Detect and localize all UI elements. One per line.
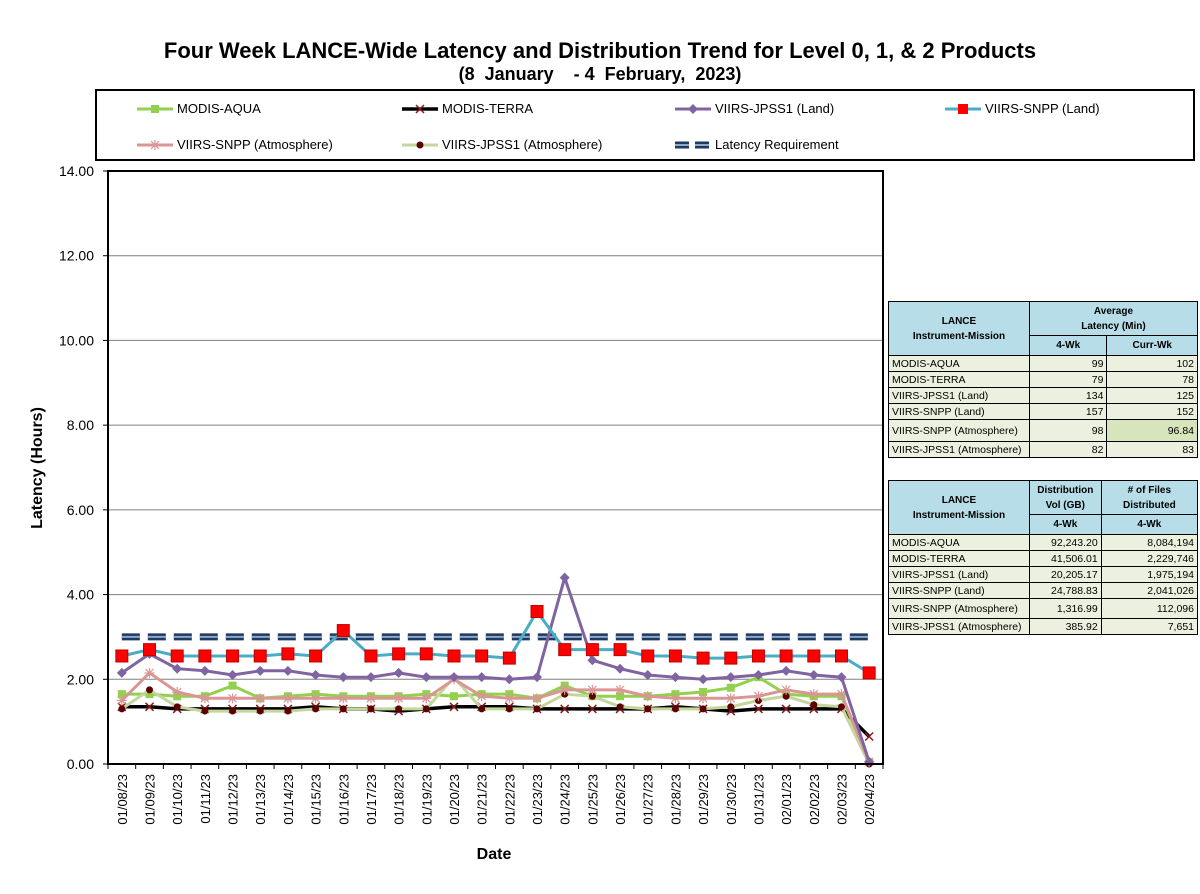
latency-4wk-value: 99 [1029, 356, 1107, 372]
y-tick-label: 12.00 [58, 247, 94, 264]
data-point [448, 650, 460, 662]
x-tick-label: 01/11/23 [197, 774, 213, 824]
latency-currwk-value: 78 [1107, 372, 1198, 388]
data-point [669, 650, 681, 662]
y-tick-label: 0.00 [66, 756, 94, 772]
data-point [477, 691, 487, 701]
x-tick-label: 01/19/23 [419, 774, 435, 825]
data-point [338, 693, 348, 703]
table-row [889, 388, 1198, 404]
data-point [865, 732, 873, 740]
table-row [889, 420, 1198, 442]
files-distributed-value: 2,041,026 [1101, 583, 1197, 599]
data-point [421, 693, 431, 703]
data-point [228, 693, 238, 703]
instrument-name: VIIRS-SNPP (Atmosphere) [889, 599, 1030, 619]
data-point [282, 648, 294, 660]
data-point [117, 695, 127, 705]
dist-table-header-files [1101, 481, 1197, 515]
data-point [283, 693, 293, 703]
data-point [725, 652, 737, 664]
data-point [809, 689, 819, 699]
distribution-table [888, 480, 1198, 635]
files-distributed-value: 8,084,194 [1101, 535, 1197, 551]
distribution-volume-value: 24,788.83 [1029, 583, 1101, 599]
data-point [614, 644, 626, 656]
data-point [200, 693, 210, 703]
dist-header-line1: LANCE [941, 494, 977, 506]
series-line [122, 677, 869, 764]
instrument-name: VIIRS-SNPP (Atmosphere) [889, 420, 1030, 442]
data-point [365, 650, 377, 662]
data-point [670, 693, 680, 703]
x-tick-label: 01/28/23 [668, 774, 684, 825]
latency-currwk-value: 102 [1107, 356, 1198, 372]
table-row [889, 535, 1198, 551]
x-tick-label: 01/16/23 [336, 774, 352, 825]
dist-subheader-vol-4wk: 4-Wk [1029, 515, 1101, 535]
instrument-name: VIIRS-JPSS1 (Atmosphere) [889, 442, 1030, 458]
x-tick-label: 01/09/23 [142, 774, 158, 825]
latency-4wk-value: 82 [1029, 442, 1107, 458]
data-point [700, 705, 707, 712]
latency-currwk-value: 152 [1107, 404, 1198, 420]
data-point [531, 606, 543, 618]
data-point [504, 693, 514, 703]
data-point [144, 644, 156, 656]
data-point [752, 650, 764, 662]
series-line [122, 677, 869, 762]
x-axis-title: Date [476, 846, 512, 863]
x-tick-label: 01/17/23 [363, 774, 379, 825]
data-point [421, 672, 431, 682]
latency-group-line1: Average [1093, 305, 1134, 317]
data-point [698, 674, 708, 684]
latency-currwk-value: 125 [1107, 388, 1198, 404]
distribution-volume-value: 1,316.99 [1029, 599, 1101, 619]
data-point [367, 705, 374, 712]
y-tick-label: 6.00 [66, 501, 94, 518]
distribution-volume-value: 92,243.20 [1029, 535, 1101, 551]
data-point [171, 650, 183, 662]
data-point [228, 670, 238, 680]
data-point [672, 705, 679, 712]
y-tick-label: 2.00 [66, 671, 94, 688]
data-point [116, 650, 128, 662]
data-point [201, 708, 208, 715]
data-point [643, 670, 653, 680]
data-point [587, 655, 597, 665]
data-point [809, 670, 819, 680]
files-distributed-value: 2,229,746 [1101, 551, 1197, 567]
data-point [863, 667, 875, 679]
dist-table-header-volume [1029, 481, 1101, 515]
data-point [311, 693, 321, 703]
instrument-name: MODIS-AQUA [889, 535, 1030, 551]
table-row [889, 356, 1198, 372]
data-point [698, 693, 708, 703]
distribution-volume-value: 385.92 [1029, 619, 1101, 635]
data-point [477, 672, 487, 682]
data-point [836, 672, 846, 682]
data-point [366, 672, 376, 682]
legend-label: MODIS-TERRA [442, 101, 533, 116]
instrument-name: VIIRS-JPSS1 (Atmosphere) [889, 619, 1030, 635]
y-tick-label: 4.00 [66, 586, 94, 603]
data-point [255, 693, 265, 703]
data-point [255, 666, 265, 676]
table-row [889, 583, 1198, 599]
x-tick-label: 01/31/23 [751, 774, 767, 825]
latency-table-header-instrument [889, 302, 1030, 356]
data-point [394, 668, 404, 678]
distribution-volume-value: 20,205.17 [1029, 567, 1101, 583]
dist-vol-line2: Vol (GB) [1045, 499, 1085, 511]
instrument-name: MODIS-TERRA [889, 372, 1030, 388]
dist-table-header-instrument [889, 481, 1030, 535]
latency-4wk-value: 157 [1029, 404, 1107, 420]
data-point [532, 672, 542, 682]
data-point [257, 708, 264, 715]
legend-label: MODIS-AQUA [177, 101, 261, 116]
data-point [587, 685, 597, 695]
data-point [284, 708, 291, 715]
series-line [122, 578, 869, 762]
latency-subheader-currwk: Curr-Wk [1107, 336, 1198, 356]
data-point [283, 666, 293, 676]
data-point [340, 705, 347, 712]
x-tick-label: 01/18/23 [391, 774, 407, 825]
x-tick-label: 01/10/23 [170, 774, 186, 825]
dist-files-line1: # of Files [1127, 484, 1172, 496]
x-tick-label: 01/12/23 [225, 774, 241, 825]
data-point [808, 650, 820, 662]
data-point [560, 573, 570, 583]
data-point [146, 686, 153, 693]
latency-4wk-value: 79 [1029, 372, 1107, 388]
x-tick-label: 01/30/23 [723, 774, 739, 825]
latency-subheader-4wk: 4-Wk [1029, 336, 1107, 356]
distribution-volume-value: 41,506.01 [1029, 551, 1101, 567]
data-point [506, 705, 513, 712]
x-tick-label: 01/27/23 [640, 774, 656, 825]
data-point [697, 652, 709, 664]
data-point [727, 684, 735, 692]
data-point [338, 672, 348, 682]
latency-4wk-value: 98 [1029, 420, 1107, 442]
legend-label: VIIRS-SNPP (Land) [985, 101, 1100, 116]
data-point [642, 650, 654, 662]
x-tick-label: 01/21/23 [474, 774, 490, 825]
latency-header-line1: LANCE [941, 315, 977, 327]
data-point [366, 693, 376, 703]
x-tick-label: 01/22/23 [502, 774, 518, 825]
data-point [726, 672, 736, 682]
data-point [450, 692, 458, 700]
data-point [727, 703, 734, 710]
latency-header-line2: Instrument-Mission [912, 330, 1006, 342]
data-point [423, 705, 430, 712]
data-point [780, 650, 792, 662]
instrument-name: MODIS-TERRA [889, 551, 1030, 567]
x-tick-label: 01/29/23 [696, 774, 712, 825]
instrument-name: VIIRS-JPSS1 (Land) [889, 567, 1030, 583]
x-tick-label: 02/01/23 [779, 774, 795, 825]
series-line [122, 612, 869, 673]
y-tick-label: 8.00 [66, 417, 94, 434]
data-point [337, 625, 349, 637]
files-distributed-value: 112,096 [1101, 599, 1197, 619]
data-point [615, 664, 625, 674]
data-point [420, 648, 432, 660]
data-point [615, 685, 625, 695]
data-point [174, 703, 181, 710]
data-point [810, 701, 817, 708]
table-row [889, 551, 1198, 567]
data-point [532, 693, 542, 703]
latency-table [888, 301, 1198, 458]
files-distributed-value: 1,975,194 [1101, 567, 1197, 583]
x-tick-label: 01/13/23 [253, 774, 269, 825]
x-tick-label: 02/02/23 [806, 774, 822, 825]
data-point [726, 693, 736, 703]
dist-subheader-files-4wk: 4-Wk [1101, 515, 1197, 535]
table-row [889, 599, 1198, 619]
data-point [617, 703, 624, 710]
data-point [229, 708, 236, 715]
x-tick-label: 01/24/23 [557, 774, 573, 825]
data-point [199, 650, 211, 662]
data-point [227, 650, 239, 662]
latency-table-container [888, 301, 1194, 466]
data-point [254, 650, 266, 662]
legend-label: Latency Requirement [715, 137, 839, 152]
x-tick-label: 02/03/23 [834, 774, 850, 825]
files-distributed-value: 7,651 [1101, 619, 1197, 635]
data-point [670, 672, 680, 682]
instrument-name: VIIRS-SNPP (Land) [889, 404, 1030, 420]
data-point [118, 705, 125, 712]
chart-title: Four Week LANCE-Wide Latency and Distribution Trend for Level 0, 1, & 2 Products [163, 38, 1037, 63]
latency-currwk-value: 96.84 [1107, 420, 1198, 442]
x-tick-label: 01/08/23 [114, 774, 130, 825]
x-tick-label: 01/23/23 [530, 774, 546, 825]
table-row [889, 372, 1198, 388]
data-point [145, 668, 155, 678]
dist-header-line2: Instrument-Mission [912, 509, 1006, 521]
data-point [781, 666, 791, 676]
data-point [478, 705, 485, 712]
data-point [560, 685, 570, 695]
x-tick-label: 01/15/23 [308, 774, 324, 825]
data-point [312, 705, 319, 712]
x-tick-label: 01/26/23 [613, 774, 629, 825]
latency-4wk-value: 134 [1029, 388, 1107, 404]
data-point [504, 674, 514, 684]
y-axis-title: Latency (Hours) [29, 407, 46, 529]
table-row [889, 404, 1198, 420]
data-point [781, 685, 791, 695]
instrument-name: VIIRS-SNPP (Land) [889, 583, 1030, 599]
data-point [503, 652, 515, 664]
data-point [643, 691, 653, 701]
data-point [644, 705, 651, 712]
legend-label: VIIRS-JPSS1 (Land) [715, 101, 835, 116]
instrument-name: VIIRS-JPSS1 (Land) [889, 388, 1030, 404]
dist-files-line2: Distributed [1122, 499, 1176, 511]
latency-currwk-value: 83 [1107, 442, 1198, 458]
table-row [889, 442, 1198, 458]
x-tick-label: 01/25/23 [585, 774, 601, 825]
data-point [838, 703, 845, 710]
legend-label: VIIRS-JPSS1 (Atmosphere) [442, 137, 603, 152]
data-point [476, 650, 488, 662]
data-point [586, 644, 598, 656]
data-point [753, 691, 763, 701]
y-tick-label: 10.00 [58, 332, 94, 349]
data-point [534, 705, 541, 712]
latency-group-line2: Latency (Min) [1081, 320, 1146, 332]
x-tick-label: 02/04/23 [862, 774, 878, 825]
legend-label: VIIRS-SNPP (Atmosphere) [177, 137, 333, 152]
data-point [229, 682, 237, 690]
distribution-table-container [888, 480, 1194, 645]
table-row [889, 567, 1198, 583]
data-point [311, 670, 321, 680]
data-point [310, 650, 322, 662]
data-point [393, 648, 405, 660]
data-point [172, 687, 182, 697]
instrument-name: MODIS-AQUA [889, 356, 1030, 372]
chart-subtitle: (8 January - 4 February, 2023) [458, 64, 742, 84]
y-tick-label: 14.00 [58, 163, 94, 179]
x-tick-label: 01/20/23 [446, 774, 462, 825]
data-point [394, 693, 404, 703]
data-point [559, 644, 571, 656]
table-row [889, 619, 1198, 635]
data-point [395, 705, 402, 712]
x-tick-label: 01/14/23 [280, 774, 296, 825]
latency-table-header-group [1029, 302, 1197, 336]
data-point [835, 650, 847, 662]
data-point [200, 666, 210, 676]
dist-vol-line1: Distribution [1037, 484, 1094, 496]
